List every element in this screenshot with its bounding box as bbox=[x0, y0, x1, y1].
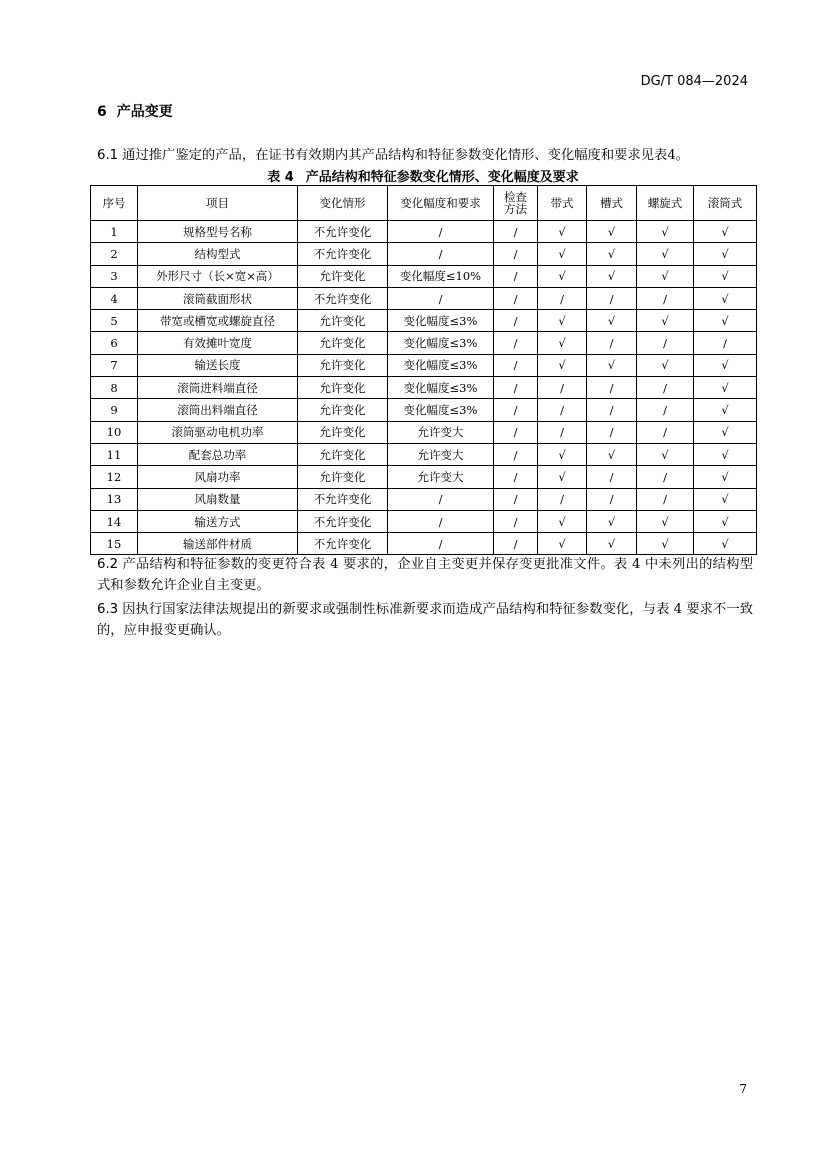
header-cell: 滚筒式 bbox=[694, 186, 757, 221]
table-cell: / bbox=[494, 466, 538, 488]
table-row bbox=[91, 399, 757, 421]
table-cell: / bbox=[637, 287, 694, 309]
table-cell: / bbox=[494, 488, 538, 510]
table-cell: 5 bbox=[91, 310, 138, 332]
table-cell: √ bbox=[694, 510, 757, 532]
table-cell: 1 bbox=[91, 221, 138, 243]
table-cell: / bbox=[637, 399, 694, 421]
table-row bbox=[91, 354, 757, 376]
table-cell: 滚筒出料端直径 bbox=[138, 399, 298, 421]
table-cell: 允许变化 bbox=[298, 399, 388, 421]
table-cell: / bbox=[637, 421, 694, 443]
table-cell: / bbox=[538, 399, 587, 421]
table-cell: / bbox=[494, 421, 538, 443]
table-cell: / bbox=[494, 510, 538, 532]
table-cell: 不允许变化 bbox=[298, 488, 388, 510]
table-cell: / bbox=[587, 377, 637, 399]
table-cell: √ bbox=[587, 354, 637, 376]
table-cell: / bbox=[637, 488, 694, 510]
table-cell: 允许变化 bbox=[298, 466, 388, 488]
table-cell: √ bbox=[637, 221, 694, 243]
header-cell: 槽式 bbox=[587, 186, 637, 221]
table-cell: √ bbox=[637, 510, 694, 532]
table-row bbox=[91, 466, 757, 488]
table-cell: √ bbox=[694, 377, 757, 399]
paragraph-number: 6.3 bbox=[97, 602, 119, 617]
paragraph-6-3 bbox=[97, 599, 753, 641]
table-row bbox=[91, 243, 757, 265]
table-row bbox=[91, 377, 757, 399]
table-cell: √ bbox=[694, 533, 757, 555]
table-cell: 7 bbox=[91, 354, 138, 376]
paragraph-6-2 bbox=[97, 554, 753, 596]
table-cell: 允许变化 bbox=[298, 443, 388, 465]
table-cell: / bbox=[388, 287, 494, 309]
table-cell: 变化幅度≤3% bbox=[388, 399, 494, 421]
table-cell: / bbox=[388, 488, 494, 510]
table-cell: 变化幅度≤3% bbox=[388, 377, 494, 399]
table-cell: 9 bbox=[91, 399, 138, 421]
table-cell: √ bbox=[538, 510, 587, 532]
table-cell: √ bbox=[587, 510, 637, 532]
table-cell: 允许变化 bbox=[298, 332, 388, 354]
table-cell: 15 bbox=[91, 533, 138, 555]
paragraph-6-1 bbox=[97, 145, 753, 166]
table-cell: √ bbox=[694, 354, 757, 376]
table-cell: / bbox=[494, 310, 538, 332]
table-cell: √ bbox=[694, 287, 757, 309]
table-cell: √ bbox=[694, 310, 757, 332]
table-cell: √ bbox=[587, 243, 637, 265]
table-cell: / bbox=[587, 488, 637, 510]
table-cell: √ bbox=[538, 265, 587, 287]
table-cell: / bbox=[494, 377, 538, 399]
table-cell: √ bbox=[587, 443, 637, 465]
table-cell: / bbox=[637, 377, 694, 399]
table-cell: √ bbox=[694, 421, 757, 443]
table-cell: 允许变化 bbox=[298, 354, 388, 376]
table-cell: 配套总功率 bbox=[138, 443, 298, 465]
table-cell: 6 bbox=[91, 332, 138, 354]
document-code: DG/T 084—2024 bbox=[640, 74, 748, 89]
paragraph-number: 6.1 bbox=[97, 148, 119, 163]
header-cell: 变化幅度和要求 bbox=[388, 186, 494, 221]
paragraph-text: 因执行国家法律法规提出的新要求或强制性标准新要求而造成产品结构和特征参数变化，与表 4 要求不一致的，应申报变更确认。 bbox=[97, 602, 753, 638]
table-row bbox=[91, 421, 757, 443]
header-cell: 项目 bbox=[138, 186, 298, 221]
table-body bbox=[91, 221, 757, 555]
table-cell: / bbox=[388, 243, 494, 265]
header-cell: 螺旋式 bbox=[637, 186, 694, 221]
table-cell: √ bbox=[587, 533, 637, 555]
paragraph-number: 6.2 bbox=[97, 557, 119, 572]
table-cell: / bbox=[494, 443, 538, 465]
header-cell: 变化情形 bbox=[298, 186, 388, 221]
table-cell: √ bbox=[637, 533, 694, 555]
change-requirements-table bbox=[90, 185, 757, 555]
table-cell: / bbox=[587, 466, 637, 488]
table-cell: √ bbox=[637, 243, 694, 265]
table-cell: / bbox=[587, 399, 637, 421]
table-cell: 12 bbox=[91, 466, 138, 488]
table-cell: √ bbox=[538, 221, 587, 243]
table-cell: 输送部件材质 bbox=[138, 533, 298, 555]
table-cell: √ bbox=[694, 221, 757, 243]
table-cell: √ bbox=[538, 332, 587, 354]
table-row bbox=[91, 443, 757, 465]
table-cell: / bbox=[587, 287, 637, 309]
table-cell: √ bbox=[587, 265, 637, 287]
table-cell: √ bbox=[694, 466, 757, 488]
table-cell: / bbox=[694, 332, 757, 354]
table-row bbox=[91, 221, 757, 243]
table-cell: 风扇功率 bbox=[138, 466, 298, 488]
table-cell: 不允许变化 bbox=[298, 510, 388, 532]
header-cell: 检查方法 bbox=[494, 186, 538, 221]
table-cell: √ bbox=[637, 265, 694, 287]
page-number: 7 bbox=[739, 1082, 747, 1096]
table-row bbox=[91, 287, 757, 309]
table-caption-label: 表 4 bbox=[267, 170, 294, 185]
table-cell: 滚筒截面形状 bbox=[138, 287, 298, 309]
table-cell: / bbox=[637, 332, 694, 354]
table-cell: 8 bbox=[91, 377, 138, 399]
table-row bbox=[91, 332, 757, 354]
table-cell: / bbox=[494, 287, 538, 309]
table-cell: √ bbox=[538, 354, 587, 376]
section-number: 6 bbox=[97, 104, 107, 120]
section-heading bbox=[97, 101, 173, 121]
table-cell: 允许变化 bbox=[298, 377, 388, 399]
table-cell: 变化幅度≤10% bbox=[388, 265, 494, 287]
table-cell: 允许变大 bbox=[388, 466, 494, 488]
table-cell: √ bbox=[694, 399, 757, 421]
table-cell: √ bbox=[538, 310, 587, 332]
table-row bbox=[91, 265, 757, 287]
table-cell: √ bbox=[538, 466, 587, 488]
table-cell: √ bbox=[587, 221, 637, 243]
table-cell: √ bbox=[637, 310, 694, 332]
table-cell: 不允许变化 bbox=[298, 533, 388, 555]
table-cell: / bbox=[637, 466, 694, 488]
table-cell: 外形尺寸（长×宽×高） bbox=[138, 265, 298, 287]
table-cell: 带宽或槽宽或螺旋直径 bbox=[138, 310, 298, 332]
table-cell: √ bbox=[637, 443, 694, 465]
table-cell: √ bbox=[637, 354, 694, 376]
table-row bbox=[91, 310, 757, 332]
table-cell: √ bbox=[538, 243, 587, 265]
table-cell: √ bbox=[538, 443, 587, 465]
table-cell: 规格型号名称 bbox=[138, 221, 298, 243]
table-cell: / bbox=[494, 265, 538, 287]
table-cell: / bbox=[538, 377, 587, 399]
table-cell: / bbox=[494, 243, 538, 265]
table-cell: 结构型式 bbox=[138, 243, 298, 265]
table-cell: 允许变化 bbox=[298, 421, 388, 443]
table-cell: / bbox=[538, 287, 587, 309]
table-cell: / bbox=[494, 533, 538, 555]
table-cell: 输送方式 bbox=[138, 510, 298, 532]
table-cell: / bbox=[388, 533, 494, 555]
paragraph-text: 通过推广鉴定的产品，在证书有效期内其产品结构和特征参数变化情形、变化幅度和要求见表4。 bbox=[122, 148, 690, 163]
table-cell: 2 bbox=[91, 243, 138, 265]
table-cell: 变化幅度≤3% bbox=[388, 310, 494, 332]
table-cell: 风扇数量 bbox=[138, 488, 298, 510]
table-cell: / bbox=[388, 510, 494, 532]
table-caption-title: 产品结构和特征参数变化情形、变化幅度及要求 bbox=[305, 170, 579, 185]
table-cell: 不允许变化 bbox=[298, 221, 388, 243]
table-cell: 不允许变化 bbox=[298, 243, 388, 265]
table-cell: 变化幅度≤3% bbox=[388, 332, 494, 354]
table-cell: 13 bbox=[91, 488, 138, 510]
table-cell: √ bbox=[694, 265, 757, 287]
header-cell: 序号 bbox=[91, 186, 138, 221]
table-cell: 有效摊叶宽度 bbox=[138, 332, 298, 354]
table-cell: 14 bbox=[91, 510, 138, 532]
table-cell: 11 bbox=[91, 443, 138, 465]
table-cell: √ bbox=[538, 533, 587, 555]
table-cell: 允许变大 bbox=[388, 443, 494, 465]
table-cell: / bbox=[538, 421, 587, 443]
table-row bbox=[91, 533, 757, 555]
table-cell: √ bbox=[587, 310, 637, 332]
table-cell: / bbox=[494, 332, 538, 354]
table-cell: √ bbox=[694, 488, 757, 510]
table-cell: / bbox=[587, 421, 637, 443]
table-cell: √ bbox=[694, 443, 757, 465]
table-cell: 10 bbox=[91, 421, 138, 443]
table-cell: 滚筒驱动电机功率 bbox=[138, 421, 298, 443]
table-cell: / bbox=[494, 354, 538, 376]
table-cell: / bbox=[494, 221, 538, 243]
table-cell: 允许变大 bbox=[388, 421, 494, 443]
table-row bbox=[91, 488, 757, 510]
table-cell: 变化幅度≤3% bbox=[388, 354, 494, 376]
paragraph-text: 产品结构和特征参数的变更符合表 4 要求的，企业自主变更并保存变更批准文件。表 4 中未列出的结构型式和参数允许企业自主变更。 bbox=[97, 557, 753, 593]
table-caption bbox=[90, 166, 756, 185]
table-cell: 4 bbox=[91, 287, 138, 309]
table-cell: / bbox=[388, 221, 494, 243]
table-cell: 允许变化 bbox=[298, 310, 388, 332]
table-header-row bbox=[91, 186, 757, 221]
table-cell: / bbox=[494, 399, 538, 421]
table-cell: / bbox=[587, 332, 637, 354]
header-cell: 带式 bbox=[538, 186, 587, 221]
table-cell: 不允许变化 bbox=[298, 287, 388, 309]
table-cell: 滚筒进料端直径 bbox=[138, 377, 298, 399]
table-row bbox=[91, 510, 757, 532]
section-title: 产品变更 bbox=[116, 104, 173, 120]
table-cell: 输送长度 bbox=[138, 354, 298, 376]
table-cell: √ bbox=[694, 243, 757, 265]
table-cell: 3 bbox=[91, 265, 138, 287]
table-cell: / bbox=[538, 488, 587, 510]
table-cell: 允许变化 bbox=[298, 265, 388, 287]
